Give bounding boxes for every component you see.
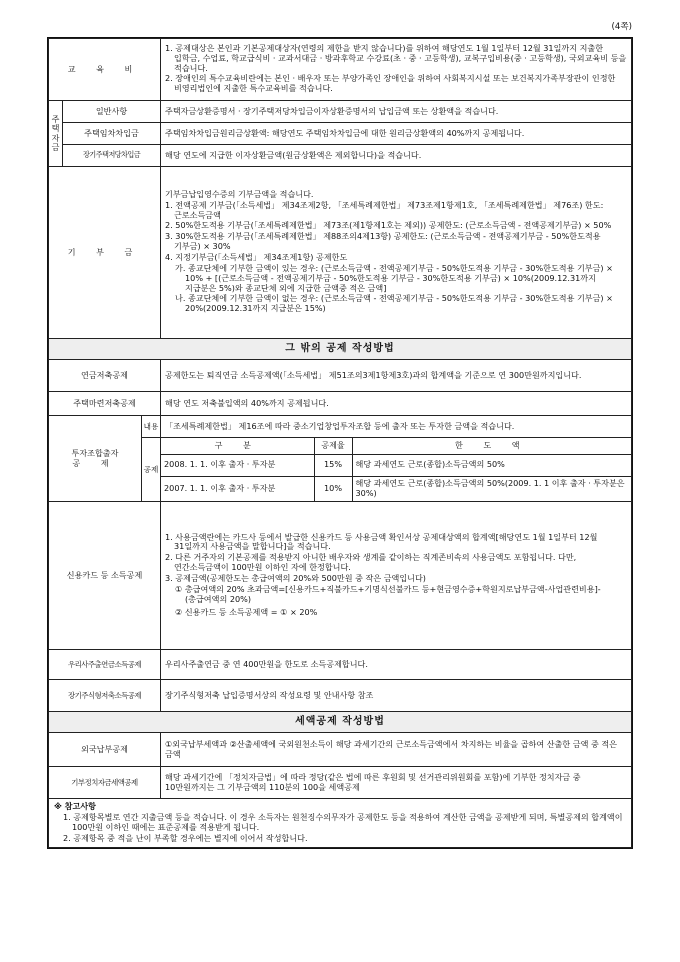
donation-subline-ga: 가. 종교단체에 기부한 금액이 있는 경우: (근로소득금액 - 전액공제기부금 - 50%한도적용 기부금 - 30%한도적용 기부금) × 10% + [(근로소득금액 - 전액공제기부금 - 50%한도적용 기부금 - 30%한도적용 기부금) × 10%(2009.12.31까지 지급분은 5%)와 종교단체 외에 지급한 금액중 적은 금액] xyxy=(175,262,613,293)
education-line-1: 1. 공제대상은 본인과 기본공제대상자(연령의 제한을 받지 않습니다)를 위하여 해당연도 1월 1일부터 12월 31일까지 지출한 입학금, 수업료, 학교급식비 · 교과서대금 · 방과후학교 수강료(초 · 중 · 고등학생), 교복구입비용(중 · 고등학생), 국외교육비 등을 적습니다. xyxy=(165,42,627,73)
formula-2-circle: ① xyxy=(280,606,288,617)
investment-header-rate: 공제율 xyxy=(314,438,352,454)
employee-stock-label: 우리사주출연금소득공제 xyxy=(49,650,161,680)
long-stock-label: 장기주식형저축소득공제 xyxy=(49,680,161,712)
political-row xyxy=(49,767,632,799)
investment-rate-2007: 10% xyxy=(314,476,352,501)
investment-label-top: 투자조합출자 xyxy=(71,447,119,458)
other-section-row xyxy=(49,339,632,360)
education-line-2: 2. 장애인의 특수교육비란에는 본인 · 배우자 또는 부양가족인 장애인을 위하여 사회복지시설 또는 보건복지가족부장관이 인정한 비영리법인에 지출한 특수교육비를 적습니다. xyxy=(165,73,616,94)
tax-section-title: 세액공제 작성방법 xyxy=(49,712,632,733)
credit-card-formula-2: ② 신용카드 등 소득공제액 = ① × 20% xyxy=(175,606,318,617)
notes-item-1: 1. 공제항목별로 연간 지출금액 등을 적습니다. 이 경우 소득자는 원천징수의무자가 공제한도 등을 적용하여 계산한 금액을 공제받게 되며, 특별공제의 합계액이 100만원 이하인 때에는 표준공제를 적용받게 됩니다. xyxy=(63,811,623,832)
credit-card-label: 신용카드 등 소득공제 xyxy=(49,502,161,650)
housing-savings-row xyxy=(49,392,632,416)
credit-card-line-1: 1. 사용금액란에는 카드사 등에서 발급한 신용카드 등 사용금액 확인서상 공제대상액의 합계액[해당연도 1월 1일부터 12월 31일까지 사용금액을 말합니다]을 적습니다. xyxy=(165,531,598,552)
donation-line-1: 1. 전액공제 기부금(「소득세법」 제34조제2항, 「조세특례제한법」 제73조제1항제1호, 「조세특례제한법」 제76조) 한도: 근로소득금액 xyxy=(165,199,604,220)
formula-1-mark: ① xyxy=(175,583,183,594)
housing-general-row xyxy=(49,101,632,123)
investment-row-2007 xyxy=(161,476,631,501)
investment-limit-2008: 해당 과세연도 근로(종합)소득금액의 50% xyxy=(352,454,631,476)
credit-card-text xyxy=(161,502,632,650)
housing-rent-text: 주택임차차입금원리금상환액: 해당연도 주택임차차입금에 대한 원리금상환액의 40%까지 공제됩니다. xyxy=(161,123,632,145)
investment-rate-table xyxy=(161,438,631,501)
investment-rate-2008: 15% xyxy=(314,454,352,476)
long-stock-row xyxy=(49,680,632,712)
formula-2-mark: ② xyxy=(175,606,183,617)
form-frame xyxy=(47,37,633,849)
donation-row xyxy=(49,167,632,339)
foreign-tax-mark-2: ② xyxy=(229,738,237,749)
donation-line-0: 기부금납입영수증의 기부금액을 적습니다. xyxy=(165,188,314,199)
investment-deduction-label: 공제 xyxy=(142,438,161,502)
employee-stock-row xyxy=(49,650,632,680)
housing-savings-label: 주택마련저축공제 xyxy=(49,392,161,416)
credit-card-line-2: 2. 다른 거주자의 기본공제를 적용받지 아니한 배우자와 생계를 같이하는 직계존비속의 사용금액도 포함됩니다. 다만, 연간소득금액이 100만원 이하인 자에 한정합니다. xyxy=(165,552,577,573)
investment-label-bottom: 공 제 xyxy=(72,457,118,468)
donation-subline-na: 나. 종교단체에 기부한 금액이 없는 경우: (근로소득금액 - 전액공제기부금 - 50%한도적용 기부금 - 30%한도적용 기부금) × 20%(2009.12.31까지 지급분은 15%) xyxy=(175,293,613,314)
foreign-tax-label: 외국납부공제 xyxy=(49,733,161,767)
notes-item-2: 2. 공제항목 중 적을 난이 부족할 경우에는 별지에 이어서 작성합니다. xyxy=(63,832,308,843)
investment-deduction-cell xyxy=(161,438,632,502)
housing-rent-label: 주택임차차입금 xyxy=(63,123,161,145)
housing-savings-text: 해당 연도 저축불입액의 40%까지 공제됩니다. xyxy=(161,392,632,416)
housing-mortgage-label: 장기주택저당차입금 xyxy=(63,145,161,167)
investment-limit-2007: 해당 과세연도 근로(종합)소득금액의 50%(2009. 1. 1 이후 출자 · 투자분은 30%) xyxy=(352,476,631,501)
housing-rent-row xyxy=(49,123,632,145)
credit-card-formula-1: ① 총급여액의 20% 초과금액=[신용카드+직불카드+기명식선불카드 등+현금영수증+학원지로납부금액-사업관련비용]-(총급여액의 20%) xyxy=(175,583,601,604)
housing-general-text: 주택자금상환증명서 · 장기주택저당차입금이자상환증명서의 납입금액 또는 상환액을 적습니다. xyxy=(161,101,632,123)
employee-stock-text: 우리사주출연금 중 연 400만원을 한도로 소득공제합니다. xyxy=(161,650,632,680)
credit-card-row xyxy=(49,502,632,650)
credit-card-line-3: 3. 공제금액(공제한도는 총급여액의 20%와 500만원 중 작은 금액입니다) xyxy=(165,573,426,583)
donation-line-4: 4. 지정기부금(「소득세법」 제34조제1항) 공제한도 xyxy=(165,252,348,262)
investment-content-row xyxy=(49,416,632,438)
education-label: 교 육 비 xyxy=(49,39,161,101)
pension-label: 연금저축공제 xyxy=(49,360,161,392)
page-number: (4쪽) xyxy=(611,22,632,32)
investment-header-row xyxy=(161,438,631,454)
donation-line-2: 2. 50%한도적용 기부금(「조세특례제한법」 제73조(제1항제1호는 제외)) 공제한도: (근로소득금액 - 전액공제기부금) × 50% xyxy=(165,220,612,231)
housing-mortgage-row xyxy=(49,145,632,167)
investment-period-2008: 2008. 1. 1. 이후 출자 · 투자분 xyxy=(161,454,314,476)
investment-content-text: 「조세특례제한법」 제16조에 따라 중소기업창업투자조합 등에 출자 또는 투자한 금액을 적습니다. xyxy=(161,416,632,438)
long-stock-text: 장기주식형저축 납입증명서상의 작성요령 및 안내사항 참조 xyxy=(161,680,632,712)
investment-label xyxy=(49,416,142,502)
education-row xyxy=(49,39,632,101)
political-label: 기부정치자금세액공제 xyxy=(49,767,161,799)
housing-mortgage-text: 해당 연도에 지급한 이자상환금액(원금상환액은 제외합니다)을 적습니다. xyxy=(161,145,632,167)
foreign-tax-row xyxy=(49,733,632,767)
investment-row-2008 xyxy=(161,454,631,476)
pension-text: 공제한도는 퇴직연금 소득공제액(「소득세법」 제51조의3제1항제3호)과의 합계액을 기준으로 연 300만원까지입니다. xyxy=(161,360,632,392)
investment-content-label: 내용 xyxy=(142,416,161,438)
education-text xyxy=(161,39,632,101)
political-text: 해당 과세기간에 「정치자금법」에 따라 정당(같은 법에 따른 후원회 및 선거관리위원회를 포함)에 기부한 정치자금 중 10만원까지는 그 기부금액의 110분의 100을 세액공제 xyxy=(161,767,632,799)
investment-header-period: 구 분 xyxy=(161,438,314,454)
investment-header-limit: 한 도 액 xyxy=(352,438,631,454)
foreign-tax-text: ①외국납부세액과 ②산출세액에 국외원천소득이 해당 과세기간의 근로소득금액에서 차지하는 비율을 곱하여 산출한 금액 중 적은 금액 xyxy=(161,733,632,767)
tax-section-row xyxy=(49,712,632,733)
donation-line-3: 3. 30%한도적용 기부금(「조세특례제한법」 제88조의4제13항) 공제한도: (근로소득금액 - 전액공제기부금 - 50%한도적용 기부금) × 30% xyxy=(165,231,601,252)
donation-label: 기 부 금 xyxy=(49,167,161,339)
notes-row xyxy=(49,799,632,848)
housing-general-label: 일반사항 xyxy=(63,101,161,123)
investment-period-2007: 2007. 1. 1. 이후 출자 · 투자분 xyxy=(161,476,314,501)
donation-text xyxy=(161,167,632,339)
other-section-title: 그 밖의 공제 작성방법 xyxy=(49,339,632,360)
housing-group-label: 주택자금 xyxy=(49,101,63,167)
notes-title: ※ 참고사항 xyxy=(54,801,96,811)
notes-cell xyxy=(49,799,632,848)
foreign-tax-mark-1: ① xyxy=(165,738,173,749)
deduction-guide-table xyxy=(48,38,632,848)
pension-row xyxy=(49,360,632,392)
